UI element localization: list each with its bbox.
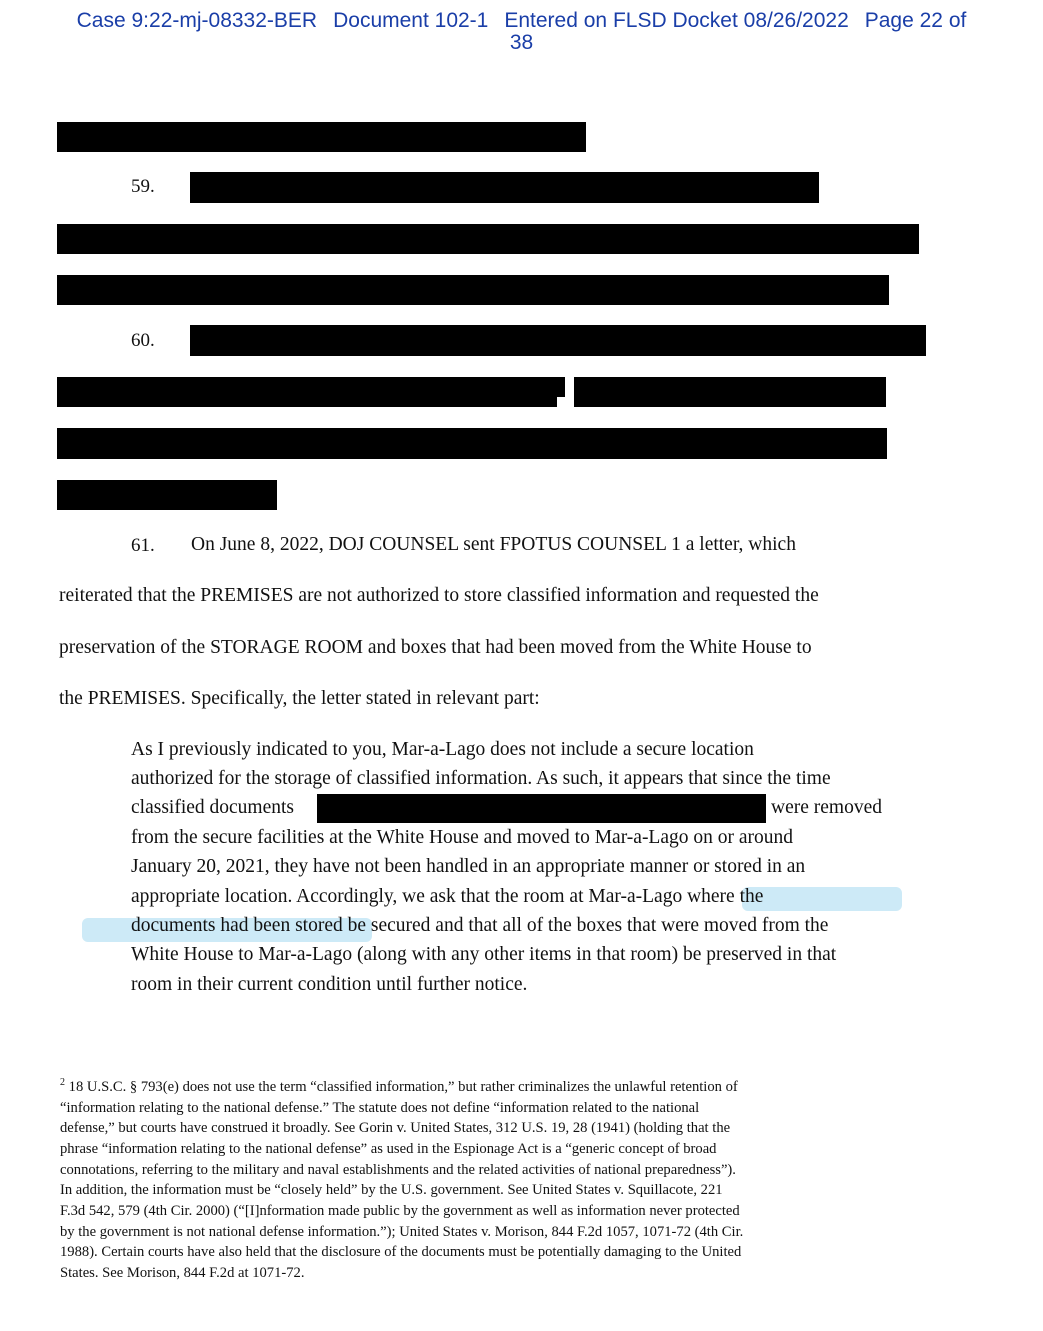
- redaction-block: [190, 172, 819, 203]
- footnote-line: 1988). Certain courts have also held that the disclosure of the documents must be potentially damaging to the United: [60, 1244, 742, 1261]
- redaction-block: [57, 224, 919, 254]
- footnote-line-text: 18 U.S.C. § 793(e) does not use the term “classified information,” but rather criminalizes the unlawful retention of: [68, 1078, 738, 1095]
- footnote-line: F.3d 542, 579 (4th Cir. 2000) (“[I]nformation made public by the government as well as information never protected: [60, 1203, 740, 1220]
- footnote-line: by the government is not national defense information.”); United States v. Morison, 844 F.2d 1057, 1071-72 (4th Cir.: [60, 1223, 744, 1240]
- quote-line: appropriate location. Accordingly, we ask that the room at Mar-a-Lago where the: [131, 886, 764, 907]
- quote-line: As I previously indicated to you, Mar-a-Lago does not include a secure location: [131, 739, 754, 760]
- paragraph-60-number: 60.: [131, 330, 155, 351]
- entered-date: Entered on FLSD Docket 08/26/2022: [504, 9, 849, 32]
- docket-header: [0, 10, 1043, 54]
- redaction-block: [557, 377, 565, 397]
- footnote-line: States. See Morison, 844 F.2d at 1071-72.: [60, 1265, 305, 1282]
- quote-line: classified documents: [131, 797, 294, 818]
- quote-line: documents had been stored be secured and that all of the boxes that were moved from the: [131, 915, 829, 936]
- redaction-block: [57, 377, 557, 407]
- quote-line: were removed: [771, 797, 882, 818]
- docket-header-line-1: [0, 10, 1043, 32]
- redaction-block: [190, 325, 926, 356]
- paragraph-61-line: On June 8, 2022, DOJ COUNSEL sent FPOTUS COUNSEL 1 a letter, which: [191, 534, 796, 555]
- paragraph-61-line: preservation of the STORAGE ROOM and boxes that had been moved from the White House to: [59, 637, 812, 658]
- redaction-block: [57, 480, 277, 510]
- footnote-line: “information relating to the national defense.” The statute does not define “information related to the national: [60, 1099, 700, 1116]
- quote-line: authorized for the storage of classified information. As such, it appears that since the time: [131, 768, 831, 789]
- footnote: [60, 1073, 930, 1284]
- page-number: Page 22 of: [864, 9, 967, 32]
- redaction-block: [57, 428, 887, 459]
- paragraph-61-line: the PREMISES. Specifically, the letter stated in relevant part:: [59, 688, 540, 709]
- footnote-line: connotations, referring to the military and naval establishments and the related activities of national preparedness”).: [60, 1161, 736, 1178]
- case-number: Case 9:22-mj-08332-BER: [76, 9, 318, 32]
- redaction-block: [574, 377, 886, 407]
- footnote-line: defense,” but courts have construed it broadly. See Gorin v. United States, 312 U.S. 19, 28 (1941) (holding that the: [60, 1120, 731, 1137]
- footnote-line: [60, 1073, 930, 1098]
- quote-line: January 20, 2021, they have not been handled in an appropriate manner or stored in an: [131, 856, 806, 877]
- redaction-block: [57, 122, 586, 152]
- page-total: 38: [509, 31, 534, 54]
- footnote-line: In addition, the information must be “closely held” by the U.S. government. See United States v. Squillacote, 221: [60, 1182, 723, 1199]
- redaction-block: [317, 794, 766, 823]
- quote-line: room in their current condition until further notice.: [131, 974, 528, 995]
- footnote-line: phrase “information relating to the national defense” as used in the Espionage Act is a “generic concept of broad: [60, 1140, 717, 1157]
- paragraph-61-line: reiterated that the PREMISES are not authorized to store classified information and requested the: [59, 585, 819, 606]
- paragraph-59-number: 59.: [131, 176, 155, 197]
- document-number: Document 102-1: [333, 9, 489, 32]
- paragraph-61-number: 61.: [131, 535, 155, 556]
- quote-line: from the secure facilities at the White House and moved to Mar-a-Lago on or around: [131, 827, 794, 848]
- footnote-marker: 2: [60, 1077, 65, 1088]
- redaction-block: [57, 275, 889, 305]
- text-highlight: [742, 887, 902, 911]
- quote-line: White House to Mar-a-Lago (along with any other items in that room) be preserved in that: [131, 944, 837, 965]
